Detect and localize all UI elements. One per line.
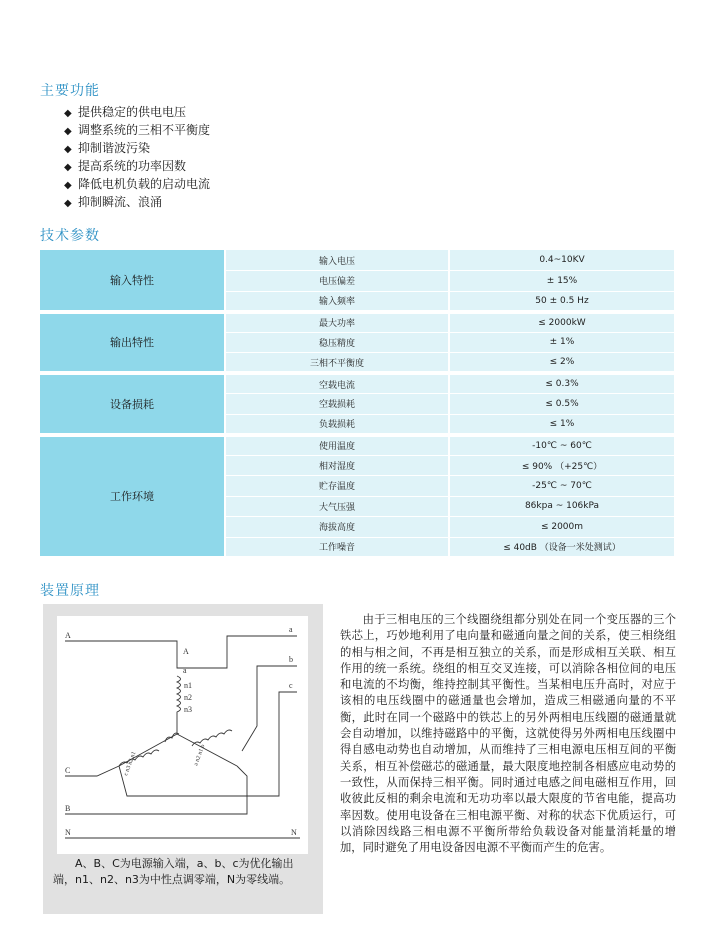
spec-group-label: 设备损耗	[40, 373, 225, 435]
coil-left	[119, 750, 159, 766]
spec-param: 负载损耗	[225, 414, 449, 435]
spec-value: ≤ 0.5%	[449, 394, 674, 415]
function-item	[64, 139, 210, 157]
wire-a-out	[177, 636, 297, 668]
spec-group-label: 输入特性	[40, 250, 225, 312]
spec-param: 输入频率	[225, 291, 449, 312]
wiring-diagram-box	[43, 604, 323, 914]
wire-b-out	[242, 666, 297, 751]
spec-value: 0.4~10KV	[449, 250, 674, 271]
spec-value: ± 15%	[449, 271, 674, 292]
function-list	[64, 103, 210, 211]
spec-value: 86kpa ~ 106kPa	[449, 496, 674, 517]
spec-value: ≤ 2000m	[449, 517, 674, 538]
spec-param: 三相不平衡度	[225, 353, 449, 374]
wire-b-in	[65, 796, 247, 814]
label-coil-left: c n3 n2 n1	[123, 750, 138, 777]
section-title-functions: 主要功能	[40, 83, 100, 99]
wire-right-arm	[177, 734, 237, 766]
label-b: b	[289, 655, 293, 664]
spec-row	[40, 373, 674, 394]
function-item	[64, 175, 210, 193]
spec-row	[40, 250, 674, 271]
label-a: a	[289, 625, 293, 634]
function-text: 调整系统的三相不平衡度	[78, 123, 211, 137]
spec-value: ≤ 90% （+25℃）	[449, 455, 674, 476]
spec-value: -10℃ ~ 60℃	[449, 435, 674, 456]
function-item	[64, 103, 210, 121]
spec-value: ≤ 2%	[449, 353, 674, 374]
label-n1: n1	[184, 681, 192, 690]
bullet-icon: ◆	[64, 162, 72, 173]
spec-value: ± 1%	[449, 332, 674, 353]
label-A: A	[65, 631, 71, 640]
spec-value: ≤ 2000kW	[449, 312, 674, 333]
label-coil-right: a n2 n1 b	[193, 743, 207, 767]
spec-value: ≤ 0.3%	[449, 373, 674, 394]
diagram-caption: A、B、C为电源输入端，a、b、c为优化输出端，n1、n2、n3为中性点调零端，N为零线端。	[53, 857, 294, 886]
spec-param: 贮存温度	[225, 476, 449, 497]
spec-param: 电压偏差	[225, 271, 449, 292]
wiring-diagram	[57, 616, 308, 854]
spec-param: 使用温度	[225, 435, 449, 456]
label-N-right: N	[291, 828, 297, 837]
spec-param: 海拔高度	[225, 517, 449, 538]
principle-text: 由于三相电压的三个线圈绕组都分别处在同一个变压器的三个铁芯上，巧妙地利用了电向量和磁通向量之间的关系，使三相绕组的相与相之间，不再是相互独立的关系，而是形成相互关联、相互作用的统一系统。绕组的相互交叉连接，可以消除各相位间的电压和电流的不均衡，维持控制其平衡性。当某相电压升高时，对应于该相的电压线圈中的磁通量也会增加，造成三相磁通向量的不平衡，此时在同一个磁路中的铁芯上的另外两相电压线圈的磁通量就会自动增加，以维持磁路中的平衡，这就使得另外两相电压线圈中得自感电动势也自动增加，从而维持了三相电源电压相互间的平衡关系，相互补偿磁芯的磁通量，最大限度地控制各相感应电动势的一致性，从而保持三相平衡。同时通过电感之间电磁相互作用，回收彼此反相的剩余电流和无功功率以最大限度的节省电能，提高功率因数。使用电设备在三相电源平衡、对称的状态下优质运行，可以消除因线路三相电源不平衡所带给负载设备对能量消耗量的增加，同时避免了用电设备因电源不平衡而产生的危害。	[340, 613, 676, 855]
function-item	[64, 157, 210, 175]
label-n3: n3	[184, 705, 192, 714]
spec-value: -25℃ ~ 70℃	[449, 476, 674, 497]
label-C: C	[65, 766, 71, 775]
function-item	[64, 193, 210, 211]
function-text: 降低电机负载的启动电流	[78, 177, 211, 191]
label-n2: n2	[184, 693, 192, 702]
wiring-diagram-svg	[57, 616, 308, 854]
wire-c-in	[65, 766, 119, 776]
bullet-icon: ◆	[64, 198, 72, 209]
spec-param: 稳压精度	[225, 332, 449, 353]
coil-right	[192, 730, 232, 746]
function-text: 抑制谐波污染	[78, 141, 151, 155]
spec-param: 相对湿度	[225, 455, 449, 476]
spec-param: 最大功率	[225, 312, 449, 333]
wire-c-out	[247, 692, 297, 796]
coil-a	[177, 676, 181, 734]
section-title-principle: 装置原理	[40, 583, 100, 599]
spec-value: ≤ 40dB （设备一米处测试）	[449, 537, 674, 558]
label-N-left: N	[65, 828, 71, 837]
spec-group-label: 输出特性	[40, 312, 225, 374]
spec-param: 大气压强	[225, 496, 449, 517]
function-text: 提供稳定的供电电压	[78, 105, 187, 119]
function-text: 提高系统的功率因数	[78, 159, 187, 173]
bullet-icon: ◆	[64, 180, 72, 191]
section-title-specs: 技术参数	[40, 228, 100, 244]
spec-group-label: 工作环境	[40, 435, 225, 558]
function-item	[64, 121, 210, 139]
bullet-icon: ◆	[64, 144, 72, 155]
spec-row	[40, 312, 674, 333]
spec-param: 工作噪音	[225, 537, 449, 558]
wire-a-in	[65, 641, 177, 656]
label-c: c	[289, 681, 293, 690]
spec-param: 空载电流	[225, 373, 449, 394]
spec-row	[40, 435, 674, 456]
function-text: 抑制瞬流、浪涌	[78, 195, 163, 209]
spec-value: 50 ± 0.5 Hz	[449, 291, 674, 312]
label-coil-A: A	[183, 647, 189, 656]
spec-param: 输入电压	[225, 250, 449, 271]
spec-param: 空载损耗	[225, 394, 449, 415]
bullet-icon: ◆	[64, 126, 72, 137]
label-coil-a: a	[183, 666, 187, 675]
spec-value: ≤ 1%	[449, 414, 674, 435]
label-B: B	[65, 804, 71, 813]
spec-table	[40, 250, 674, 560]
wire-loop	[119, 766, 247, 796]
bullet-icon: ◆	[64, 108, 72, 119]
